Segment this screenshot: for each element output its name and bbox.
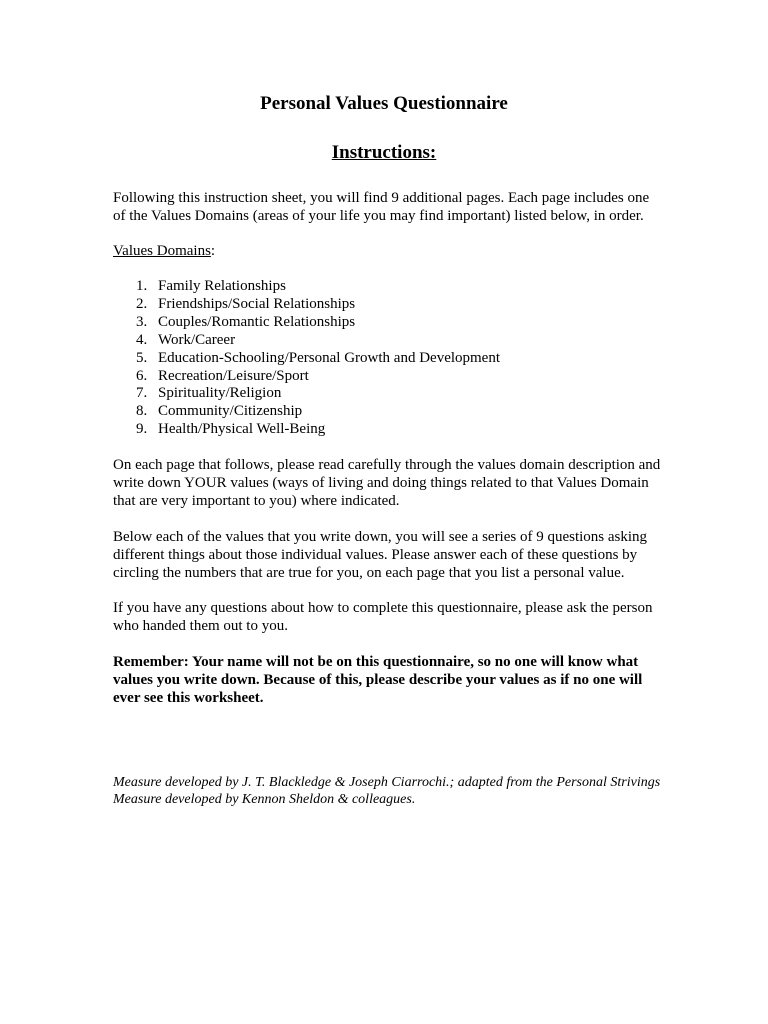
list-item-number: 2. xyxy=(136,295,148,312)
list-item-label: Couples/Romantic Relationships xyxy=(158,313,356,330)
page-title: Personal Values Questionnaire xyxy=(260,93,508,114)
list-item-label: Community/Citizenship xyxy=(158,403,303,420)
list-item-number: 6. xyxy=(136,367,148,384)
list-item xyxy=(113,314,613,332)
list-item-number: 4. xyxy=(136,331,148,348)
list-item-number: 7. xyxy=(136,385,148,402)
list-item-label: Education-Schooling/Personal Growth and Development xyxy=(158,349,501,366)
list-item xyxy=(113,296,613,314)
list-item xyxy=(113,385,613,403)
list-item xyxy=(113,368,613,386)
values-domains-heading-text: Values Domains xyxy=(113,243,211,259)
values-domains-list xyxy=(113,278,613,439)
list-item xyxy=(113,350,613,368)
values-domains-heading-colon: : xyxy=(210,243,216,259)
instructions-heading: Instructions: xyxy=(331,142,437,163)
questions-paragraph: If you have any questions about how to complete this questionnaire, please ask the person who handed them out to you. xyxy=(113,600,653,634)
list-item-number: 8. xyxy=(136,403,148,420)
list-item-number: 3. xyxy=(136,313,148,330)
below-values-paragraph: Below each of the values that you write down, you will see a series of 9 questions asking different things about those individual values. Please answer each of these questions by circling the numbers that are true for you, on each page that you list a personal value. xyxy=(113,529,648,581)
list-item xyxy=(113,332,613,350)
intro-paragraph: Following this instruction sheet, you will find 9 additional pages. Each page includes one of the Values Domains (areas of your life you may find important) listed below, in order. xyxy=(113,190,650,224)
list-item-label: Work/Career xyxy=(158,331,236,348)
list-item xyxy=(113,278,613,296)
attribution-footer: Measure developed by J. T. Blackledge & Joseph Ciarrochi.; adapted from the Personal Strivings Measure developed by Kennon Sheldon & colleagues. xyxy=(113,775,661,807)
each-page-paragraph: On each page that follows, please read carefully through the values domain description and write down YOUR values (ways of living and doing things related to that Values Domain that are very important to you) where indicated. xyxy=(113,457,661,509)
values-domains-heading xyxy=(113,242,663,260)
list-item-label: Recreation/Leisure/Sport xyxy=(158,367,309,384)
list-item-label: Health/Physical Well-Being xyxy=(158,421,326,438)
list-item xyxy=(113,403,613,421)
list-item-label: Friendships/Social Relationships xyxy=(158,295,356,312)
list-item-number: 5. xyxy=(136,349,148,366)
list-item-label: Family Relationships xyxy=(158,278,286,294)
list-item xyxy=(113,421,613,439)
list-item-number: 9. xyxy=(136,421,148,438)
list-item-label: Spirituality/Religion xyxy=(158,385,282,402)
list-item-number: 1. xyxy=(136,278,148,294)
remember-paragraph: Remember: Your name will not be on this questionnaire, so no one will know what values you write down. Because of this, please describe your values as if no one will ever see this worksheet. xyxy=(113,654,643,706)
